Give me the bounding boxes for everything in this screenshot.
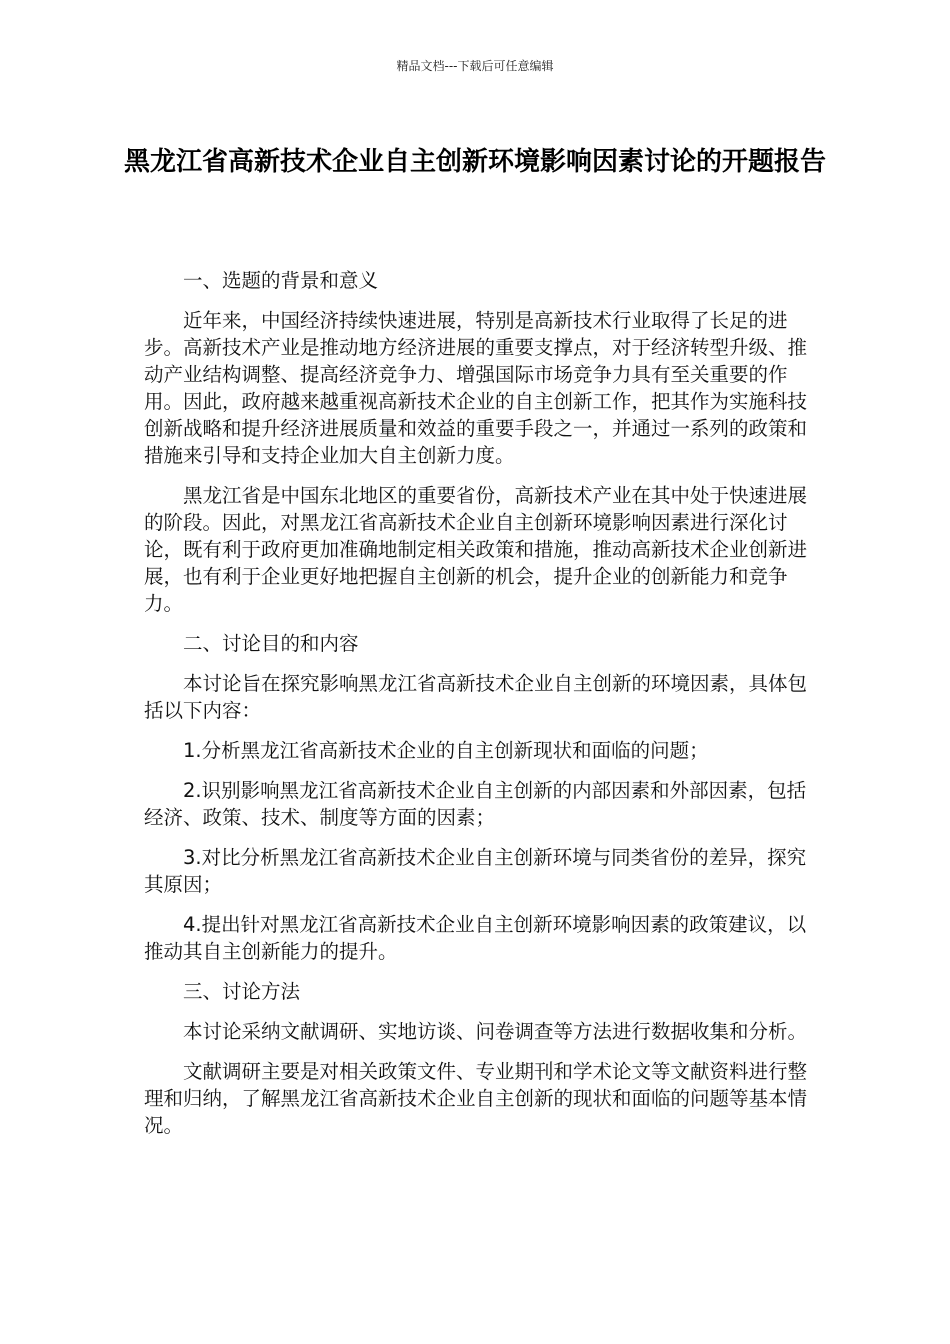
document-body	[144, 267, 809, 1152]
list-item: 2.识别影响黑龙江省高新技术企业自主创新的内部因素和外部因素，包括经济、政策、技术、制度等方面的因素；	[144, 779, 807, 829]
paragraph: 黑龙江省是中国东北地区的重要省份，高新技术产业在其中处于快速进展的阶段。因此，对黑龙江省高新技术企业自主创新环境影响因素进行深化讨论，既有利于政府更加准确地制定相关政策和措施，推动高新技术企业创新进展，也有利于企业更好地把握自主创新的机会，提升企业的创新能力和竞争力。	[144, 484, 808, 615]
paragraph: 本讨论采纳文献调研、实地访谈、问卷调查等方法进行数据收集和分析。	[183, 1020, 808, 1043]
document-title: 黑龙江省高新技术企业自主创新环境影响因素讨论的开题报告	[123, 147, 826, 177]
list-item: 3.对比分析黑龙江省高新技术企业自主创新环境与同类省份的差异，探究其原因；	[144, 846, 807, 896]
paragraph: 近年来，中国经济持续快速进展，特别是高新技术行业取得了长足的进步。高新技术产业是推动地方经济进展的重要支撑点，对于经济转型升级、推动产业结构调整、提高经济竞争力、增强国际市场竞争力具有至关重要的作用。因此，政府越来越重视高新技术企业的自主创新工作，把其作为实施科技创新战略和提升经济进展质量和效益的重要手段之一，并通过一系列的政策和措施来引导和支持企业加大自主创新力度。	[144, 309, 808, 467]
header-note: 精品文档---下载后可任意编辑	[396, 59, 554, 73]
section-heading-background: 一、选题的背景和意义	[183, 269, 379, 292]
list-item: 4.提出针对黑龙江省高新技术企业自主创新环境影响因素的政策建议，以推动其自主创新能力的提升。	[144, 913, 807, 963]
section-heading-objectives: 二、讨论目的和内容	[183, 632, 359, 655]
paragraph: 本讨论旨在探究影响黑龙江省高新技术企业自主创新的环境因素，具体包括以下内容：	[144, 672, 808, 722]
section-heading-methods: 三、讨论方法	[183, 980, 301, 1003]
list-item: 1.分析黑龙江省高新技术企业的自主创新现状和面临的问题；	[183, 739, 709, 762]
paragraph: 文献调研主要是对相关政策文件、专业期刊和学术论文等文献资料进行整理和归纳，了解黑龙江省高新技术企业自主创新的现状和面临的问题等基本情况。	[144, 1060, 808, 1137]
